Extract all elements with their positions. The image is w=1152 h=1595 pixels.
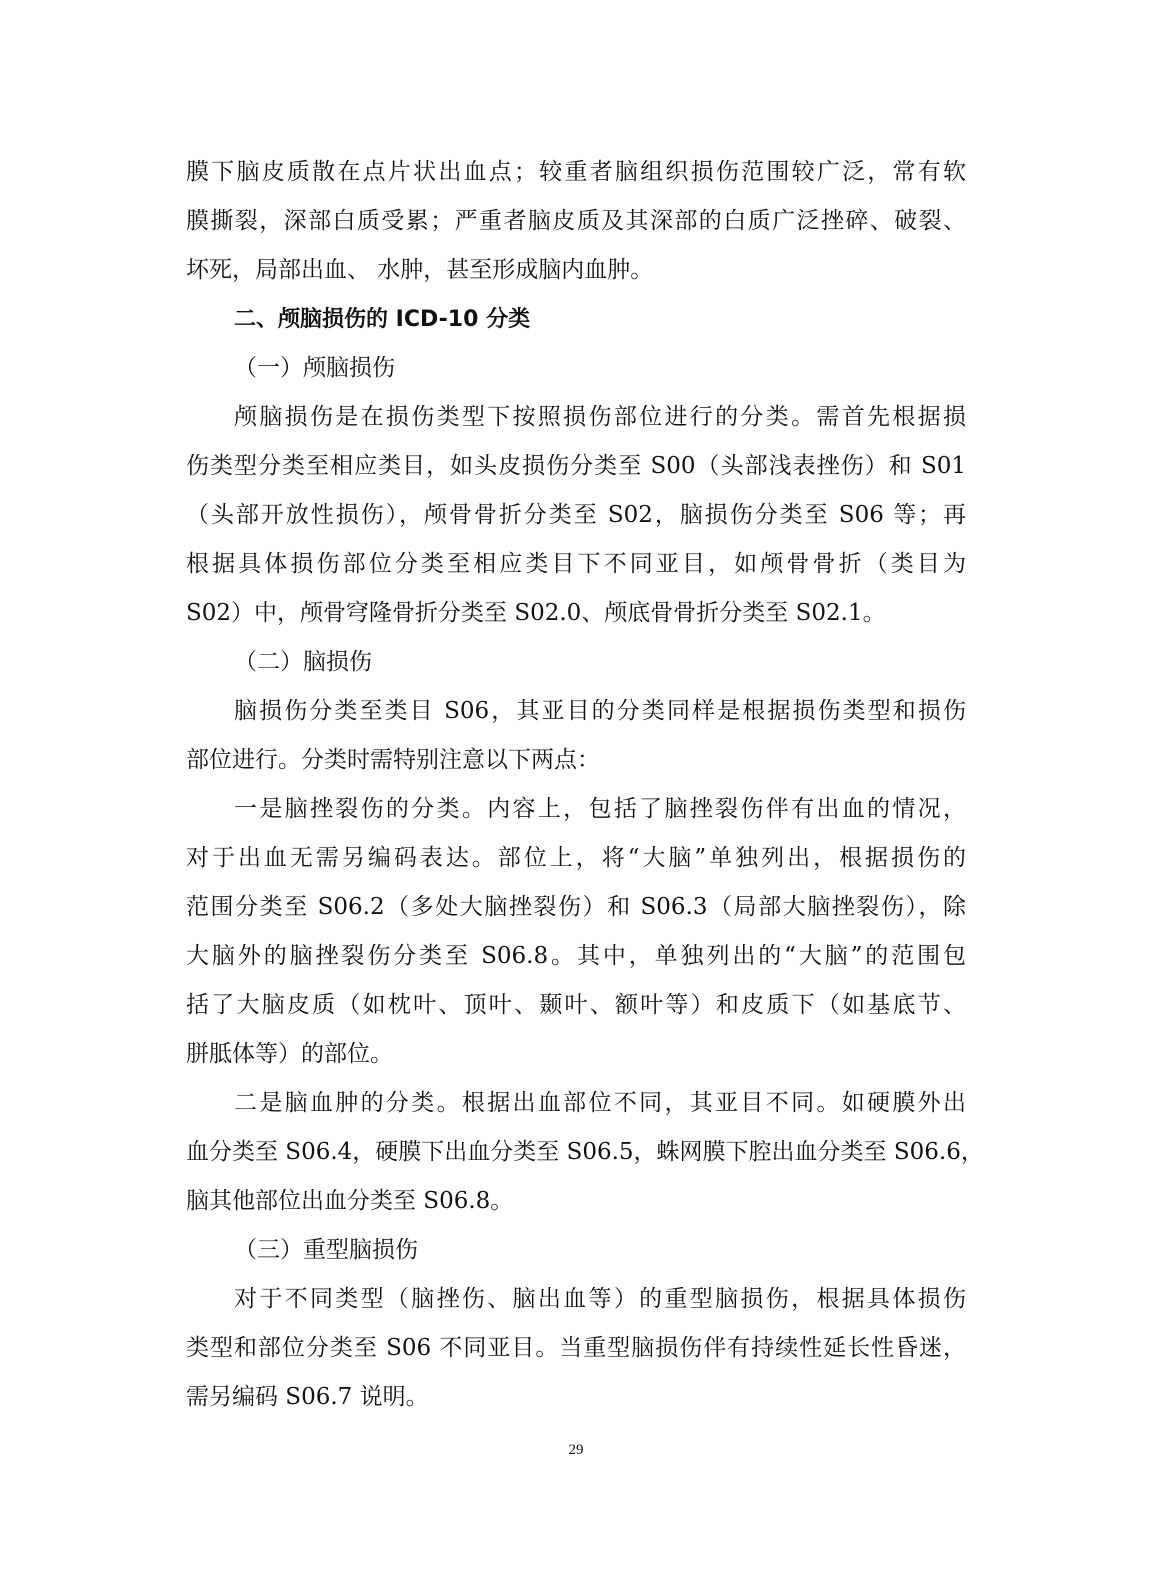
subsection-heading: （三）重型脑损伤 — [234, 1237, 418, 1263]
paragraph-line: 伤类型分类至相应类目，如头皮损伤分类至 S00（头部浅表挫伤）和 S01 — [186, 453, 966, 479]
paragraph-line: 血分类至 S06.4，硬膜下出血分类至 S06.5，蛛网膜下腔出血分类至 S06.6， — [186, 1139, 984, 1165]
paragraph-line: 大脑外的脑挫裂伤分类至 S06.8。其中，单独列出的“大脑”的范围包 — [186, 943, 966, 969]
paragraph-line: S02）中，颅骨穹隆骨折分类至 S02.0、颅底骨骨折分类至 S02.1。 — [186, 600, 886, 626]
subsection-heading: （一）颅脑损伤 — [234, 355, 395, 381]
paragraph-line: 根据具体损伤部位分类至相应类目下不同亚目，如颅骨骨折（类目为 — [186, 551, 966, 577]
paragraph-line: 膜撕裂，深部白质受累；严重者脑皮质及其深部的白质广泛挫碎、破裂、 — [186, 208, 966, 234]
paragraph-line: 脑其他部位出血分类至 S06.8。 — [186, 1188, 514, 1214]
page-number: 29 — [568, 1442, 584, 1458]
body-text — [186, 148, 984, 1422]
paragraph-line: 需另编码 S06.7 说明。 — [186, 1384, 429, 1410]
paragraph-line: 对于不同类型（脑挫伤、脑出血等）的重型脑损伤，根据具体损伤 — [234, 1286, 966, 1312]
subsection-heading: （二）脑损伤 — [234, 649, 372, 675]
paragraph-line: 胼胝体等）的部位。 — [186, 1041, 393, 1067]
paragraph-line: 括了大脑皮质（如枕叶、顶叶、颞叶、额叶等）和皮质下（如基底节、 — [186, 992, 966, 1018]
paragraph-line: 类型和部位分类至 S06 不同亚目。当重型脑损伤伴有持续性延长性昏迷， — [186, 1335, 966, 1361]
paragraph-line: 一是脑挫裂伤的分类。内容上，包括了脑挫裂伤伴有出血的情况， — [234, 796, 966, 822]
paragraph-line: 膜下脑皮质散在点片状出血点；较重者脑组织损伤范围较广泛，常有软 — [186, 159, 966, 185]
paragraph-line: 颅脑损伤是在损伤类型下按照损伤部位进行的分类。需首先根据损 — [234, 404, 966, 430]
paragraph-line: 二是脑血肿的分类。根据出血部位不同，其亚目不同。如硬膜外出 — [234, 1090, 966, 1116]
paragraph-line: 脑损伤分类至类目 S06，其亚目的分类同样是根据损伤类型和损伤 — [234, 698, 966, 724]
paragraph-line: （头部开放性损伤），颅骨骨折分类至 S02，脑损伤分类至 S06 等；再 — [186, 502, 966, 528]
paragraph-line: 对于出血无需另编码表达。部位上，将“大脑”单独列出，根据损伤的 — [186, 845, 966, 871]
paragraph-line: 部位进行。分类时需特别注意以下两点： — [186, 747, 600, 773]
section-heading: 二、颅脑损伤的 ICD-10 分类 — [234, 307, 531, 332]
paragraph-line: 范围分类至 S06.2（多处大脑挫裂伤）和 S06.3（局部大脑挫裂伤），除 — [186, 894, 966, 920]
paragraph-line: 坏死，局部出血、 水肿，甚至形成脑内血肿。 — [186, 257, 654, 283]
